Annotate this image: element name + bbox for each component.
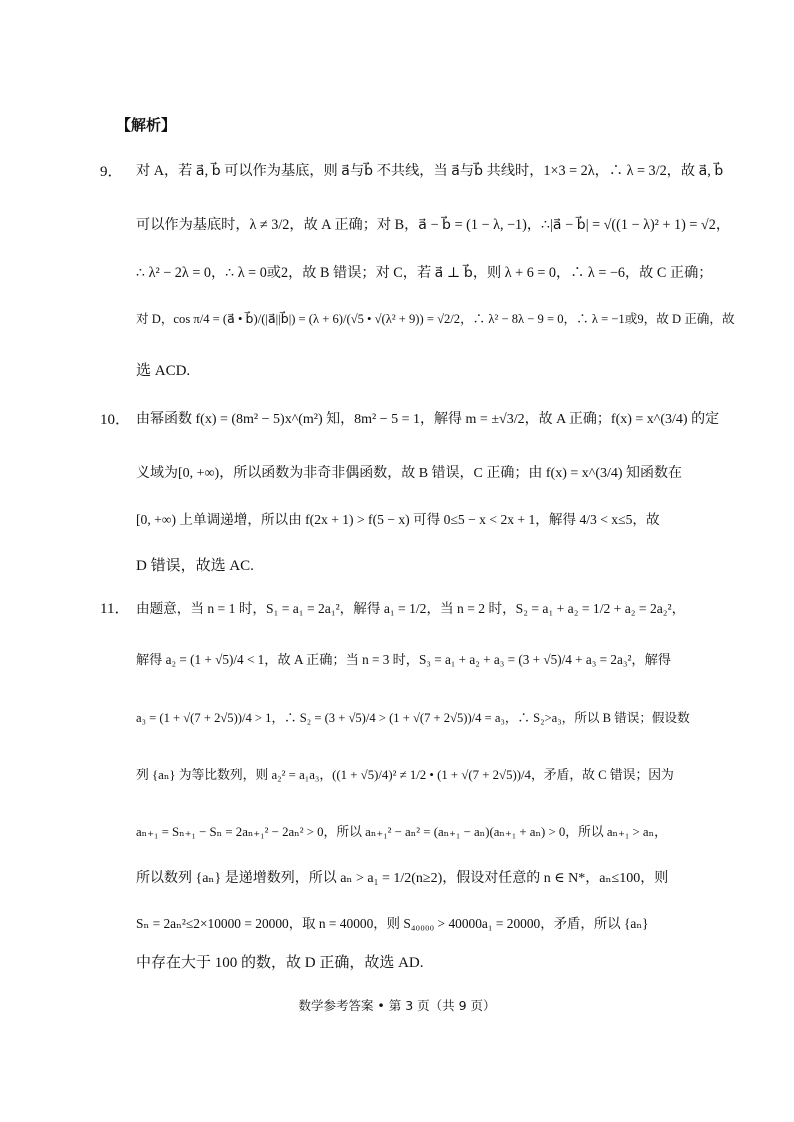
solution-line: 解得 a₂ = (1 + √5)/4 < 1，故 A 正确；当 n = 3 时，S₃ = a₁ + a₂ + a₃ = (3 + √5)/4 + a₃ = 2a₃²，解得 [136, 652, 671, 667]
solution-line: 选 ACD. [136, 363, 191, 379]
section-header: 【解析】 [116, 116, 177, 134]
solution-line: 由题意，当 n = 1 时，S₁ = a₁ = 2a₁²，解得 a₁ = 1/2，当 n = 2 时，S₂ = a₁ + a₂ = 1/2 + a₂ = 2a₂²， [136, 601, 686, 616]
page-footer: 数学参考答案 • 第 3 页（共 9 页） [298, 998, 496, 1013]
solution-line: ∴ λ² − 2λ = 0，∴ λ = 0或2，故 B 错误；对 C，若 a⃗ ⊥ b⃗，则 λ + 6 = 0，∴ λ = −6，故 C 正确； [136, 265, 713, 281]
solution-line: Sₙ = 2aₙ²≤2×10000 = 20000，取 n = 40000，则 S₄₀₀₀₀ > 40000a₁ = 20000，矛盾，所以 {aₙ} [136, 916, 649, 931]
solution-line: aₙ₊₁ = Sₙ₊₁ − Sₙ = 2aₙ₊₁² − 2aₙ² > 0，所以 aₙ₊₁² − aₙ² = (aₙ₊₁ − aₙ)(aₙ₊₁ + aₙ) > 0，所以 aₙ₊₁ > aₙ， [136, 825, 667, 839]
problem-number: 9． [100, 164, 123, 180]
solution-line: 所以数列 {aₙ} 是递增数列，所以 aₙ > a₁ = 1/2(n≥2)，假设对任意的 n ∈ N*，aₙ≤100，则 [136, 871, 669, 886]
solution-line: 义域为[0, +∞)，所以函数为非奇非偶函数，故 B 错误，C 正确；由 f(x) = x^(3/4) 知函数在 [136, 466, 683, 481]
solution-line: 对 D，cos π/4 = (a⃗ • b⃗)/(|a⃗||b⃗|) = (λ + 6)/(√5 • √(λ² + 9)) = √2/2，∴ λ² − 8λ − 9 = 0，∴ λ = −1或9，故 D 正确，故 [136, 312, 735, 326]
solution-line: [0, +∞) 上单调递增，所以由 f(2x + 1) > f(5 − x) 可得 0≤5 − x < 2x + 1，解得 4/3 < x≤5，故 [136, 512, 660, 527]
solution-line: 中存在大于 100 的数，故 D 正确，故选 AD. [136, 955, 424, 971]
solution-line: 对 A，若 a⃗, b⃗ 可以作为基底，则 a⃗与b⃗ 不共线，当 a⃗与b⃗ 共线时，1×3 = 2λ，∴ λ = 3/2，故 a⃗, b⃗ [136, 163, 724, 179]
solution-line: 列 {aₙ} 为等比数列，则 a₂² = a₁a₃，((1 + √5)/4)² ≠ 1/2 • (1 + √(7 + 2√5))/4，矛盾，故 C 错误；因为 [136, 768, 674, 782]
solution-line: 可以作为基底时，λ ≠ 3/2，故 A 正确；对 B，a⃗ − b⃗ = (1 − λ, −1)，∴|a⃗ − b⃗| = √((1 − λ)² + 1) = √2， [136, 217, 731, 233]
solution-line: 由幂函数 f(x) = (8m² − 5)x^(m²) 知，8m² − 5 = 1，解得 m = ±√3/2，故 A 正确；f(x) = x^(3/4) 的定 [136, 412, 720, 427]
solution-line: a₃ = (1 + √(7 + 2√5))/4 > 1，∴ S₂ = (3 + √5)/4 > (1 + √(7 + 2√5))/4 = a₃，∴ S₂>a₃，所以 B 错误；假设数 [136, 711, 690, 725]
solution-line: D 错误，故选 AC. [136, 558, 254, 574]
problem-number: 11． [100, 601, 130, 617]
problem-number: 10． [100, 412, 131, 428]
